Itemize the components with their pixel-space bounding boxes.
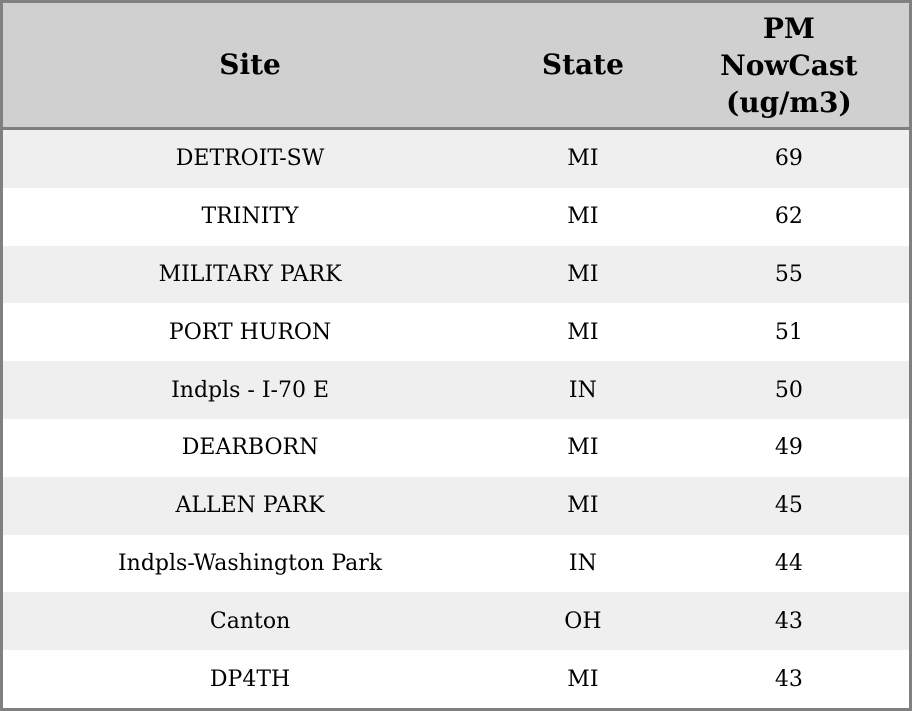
header-row (2, 2, 911, 129)
state-cell: MI (567, 666, 599, 692)
site-cell: TRINITY (201, 204, 299, 230)
pm-value-cell: 44 (774, 550, 803, 576)
table-row (2, 129, 911, 188)
table-body (2, 129, 911, 710)
pm-value-cell: 51 (774, 319, 803, 345)
site-cell: Indpls - I-70 E (171, 377, 330, 403)
table-row (2, 535, 911, 593)
site-cell: DP4TH (209, 666, 291, 692)
state-cell: MI (567, 493, 599, 519)
table-row (2, 303, 911, 361)
pm-value-cell: 43 (774, 666, 803, 692)
pm-header-line-3: (ug/m3) (725, 85, 852, 119)
pm-value-cell: 62 (774, 204, 803, 230)
site-cell: MILITARY PARK (158, 261, 342, 287)
pm-value-cell: 55 (774, 261, 803, 287)
pm-header-line-2: NowCast (720, 48, 858, 82)
state-cell: MI (567, 204, 599, 230)
table-row (2, 419, 911, 477)
column-header-state: State (497, 2, 669, 129)
table-header (2, 2, 911, 129)
pm-header-line-1: PM (762, 11, 815, 45)
state-cell: MI (567, 435, 599, 461)
state-cell: MI (567, 146, 599, 172)
table-row (2, 246, 911, 304)
table-row (2, 592, 911, 650)
column-header-site: Site (2, 2, 498, 129)
site-cell: Indpls-Washington Park (117, 550, 383, 576)
table-row (2, 650, 911, 709)
table-row (2, 477, 911, 535)
state-cell: IN (568, 550, 597, 576)
site-cell: Canton (209, 608, 291, 634)
pm-value-cell: 45 (774, 493, 803, 519)
pm-value-cell: 49 (774, 435, 803, 461)
pm-value-cell: 69 (774, 146, 803, 172)
state-cell: OH (564, 608, 602, 634)
state-cell: IN (568, 377, 597, 403)
state-cell: MI (567, 261, 599, 287)
site-cell: DETROIT-SW (175, 146, 325, 172)
pm-value-cell: 43 (774, 608, 803, 634)
table-row (2, 188, 911, 246)
site-cell: PORT HURON (168, 319, 332, 345)
state-cell: MI (567, 319, 599, 345)
site-cell: ALLEN PARK (175, 493, 325, 519)
pm-value-cell: 50 (774, 377, 803, 403)
table-row (2, 361, 911, 419)
column-header-pm-nowcast (669, 2, 911, 129)
site-cell: DEARBORN (181, 435, 319, 461)
